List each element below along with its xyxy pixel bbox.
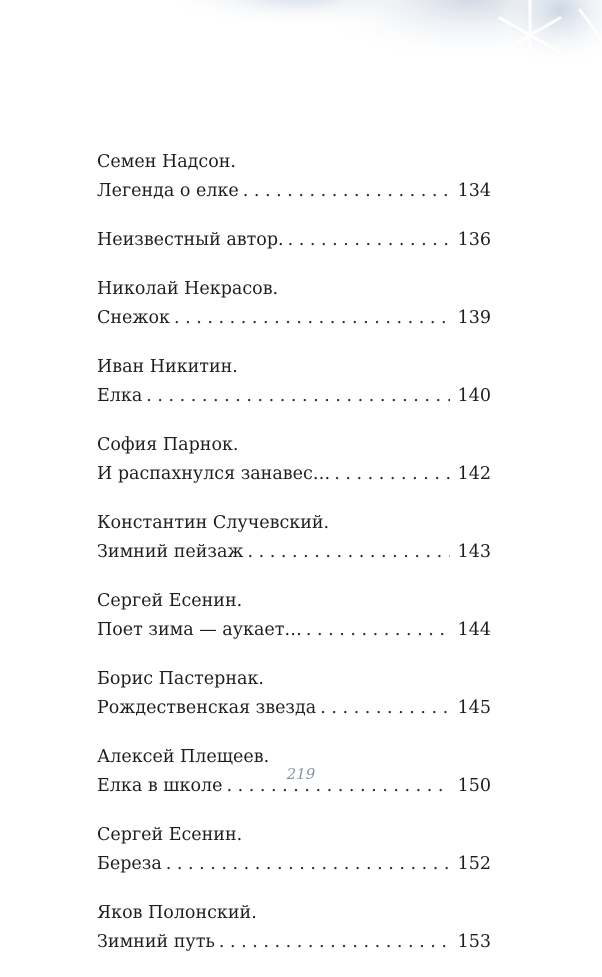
toc-title: Неизвестный автор.: [97, 230, 284, 250]
toc-author: Константин Случевский.: [97, 513, 330, 533]
toc-author: Алексей Плещеев.: [97, 747, 270, 767]
toc-author: Иван Никитин.: [97, 357, 238, 377]
dot-leader: [166, 850, 450, 879]
toc-title-line[interactable]: [97, 304, 491, 333]
toc-title-line[interactable]: [97, 928, 491, 957]
toc-entry: [97, 899, 491, 957]
dot-leader: [288, 226, 450, 255]
toc-title: Снежок: [97, 308, 170, 328]
dot-leader: [146, 382, 449, 411]
toc-entry: [97, 353, 491, 411]
toc-page-number: 152: [457, 854, 491, 874]
toc-entry: [97, 587, 491, 645]
toc-entry: [97, 275, 491, 333]
toc-page-number: 143: [457, 542, 491, 562]
toc-page-number: 134: [457, 181, 491, 201]
dot-leader: [174, 304, 450, 333]
dot-leader: [243, 177, 450, 206]
toc-title: Поет зима — аукает…: [97, 620, 302, 640]
toc-title: Елка: [97, 386, 143, 406]
toc-page-number: 144: [457, 620, 491, 640]
toc-entry: [97, 665, 491, 723]
toc-entry: [97, 226, 491, 255]
toc-author: Борис Пастернак.: [97, 669, 264, 689]
dot-leader: [320, 694, 449, 723]
toc-page-number: 145: [457, 698, 491, 718]
toc-title: Береза: [97, 854, 162, 874]
dot-leader: [306, 616, 450, 645]
toc-title: Елка в школе: [97, 776, 223, 796]
toc-page-number: 150: [457, 776, 491, 796]
dot-leader: [248, 538, 450, 567]
toc-title-line[interactable]: [97, 226, 491, 255]
toc-title-line[interactable]: [97, 616, 491, 645]
toc-title: Зимний путь: [97, 932, 215, 952]
dot-leader: [219, 928, 450, 957]
toc-page-number: 142: [457, 464, 491, 484]
toc-entry: [97, 148, 491, 206]
toc-author: Сергей Есенин.: [97, 591, 243, 611]
toc-title-line[interactable]: [97, 694, 491, 723]
toc-title-line[interactable]: [97, 850, 491, 879]
toc-author: Семен Надсон.: [97, 152, 236, 172]
toc-entry: [97, 821, 491, 879]
toc-page-number: 140: [457, 386, 491, 406]
page-number: 219: [286, 765, 316, 783]
toc-title: Рождественская звезда: [97, 698, 317, 718]
toc-title-line[interactable]: [97, 538, 491, 567]
toc-author: София Парнок.: [97, 435, 239, 455]
toc-entry: [97, 431, 491, 489]
toc-title-line[interactable]: [97, 382, 491, 411]
table-of-contents: [97, 148, 491, 977]
toc-author: Сергей Есенин.: [97, 825, 243, 845]
toc-page-number: 139: [457, 308, 491, 328]
toc-title: Легенда о елке: [97, 181, 239, 201]
toc-author: Яков Полонский.: [97, 903, 257, 923]
toc-author: Николай Некрасов.: [97, 279, 279, 299]
toc-entry: [97, 509, 491, 567]
toc-page-number: 136: [457, 230, 491, 250]
snowflake-decoration: [0, 0, 602, 90]
toc-title-line[interactable]: [97, 460, 491, 489]
dot-leader: [334, 460, 449, 489]
toc-title: Зимний пейзаж: [97, 542, 244, 562]
toc-page-number: 153: [457, 932, 491, 952]
toc-title: И распахнулся занавес…: [97, 464, 331, 484]
toc-title-line[interactable]: [97, 177, 491, 206]
